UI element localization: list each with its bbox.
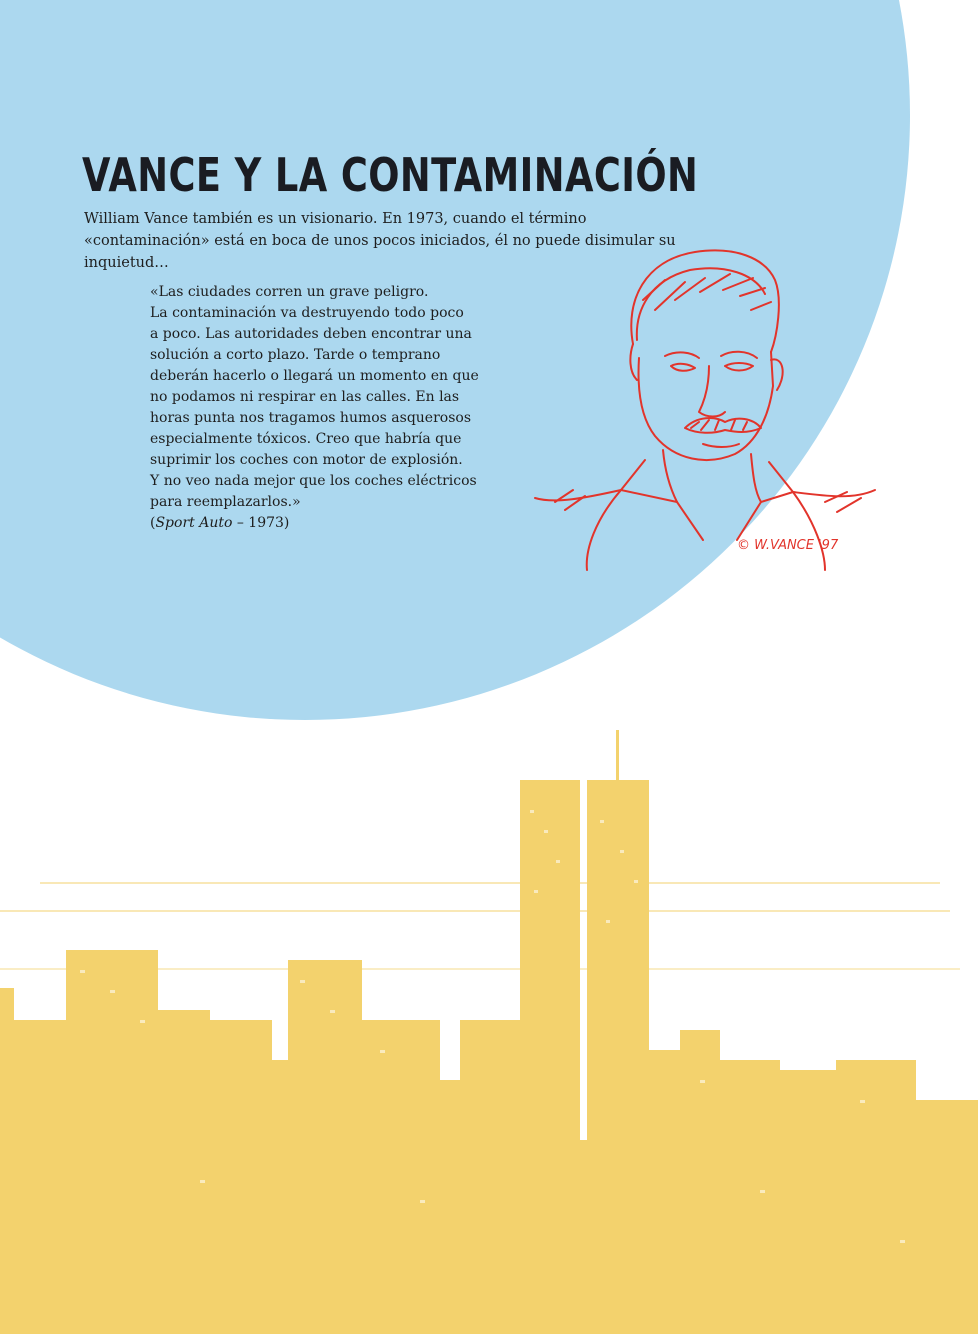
quote-line: especialmente tóxicos. Creo que habría que (150, 431, 462, 447)
source-publication: Sport Auto (155, 515, 233, 531)
artist-signature: © W.VANCE '97 (737, 538, 839, 553)
quote-line: Y no veo nada mejor que los coches eléctricos (150, 473, 477, 489)
quote-line: solución a corto plazo. Tarde o temprano (150, 347, 441, 363)
source-date: – 1973) (232, 515, 290, 531)
quote-line: para reemplazarlos.» (150, 494, 301, 510)
source-open: ( (150, 515, 156, 531)
city-skyline-illustration (0, 720, 978, 1334)
quote-line: «Las ciudades corren un grave peligro. (150, 284, 429, 300)
quote-line: horas punta nos tragamos humos asquerosos (150, 410, 472, 426)
portrait-illustration (525, 240, 890, 580)
quote-block (150, 282, 530, 534)
article-intro: William Vance también es un visionario. En 1973, cuando el término «contaminación» está en boca de unos pocos iniciados, él no puede disimular su inquietud… (84, 211, 676, 271)
quote-line: suprimir los coches con motor de explosión. (150, 452, 463, 468)
quote-line: a poco. Las autoridades deben encontrar una (150, 326, 472, 342)
quote-line: La contaminación va destruyendo todo poco (150, 305, 464, 321)
quote-source (150, 513, 530, 534)
article-title: VANCE Y LA CONTAMINACIÓN (82, 148, 699, 202)
quote-line: no podamos ni respirar en las calles. En las (150, 389, 460, 405)
quote-line: deberán hacerlo o llegará un momento en que (150, 368, 479, 384)
